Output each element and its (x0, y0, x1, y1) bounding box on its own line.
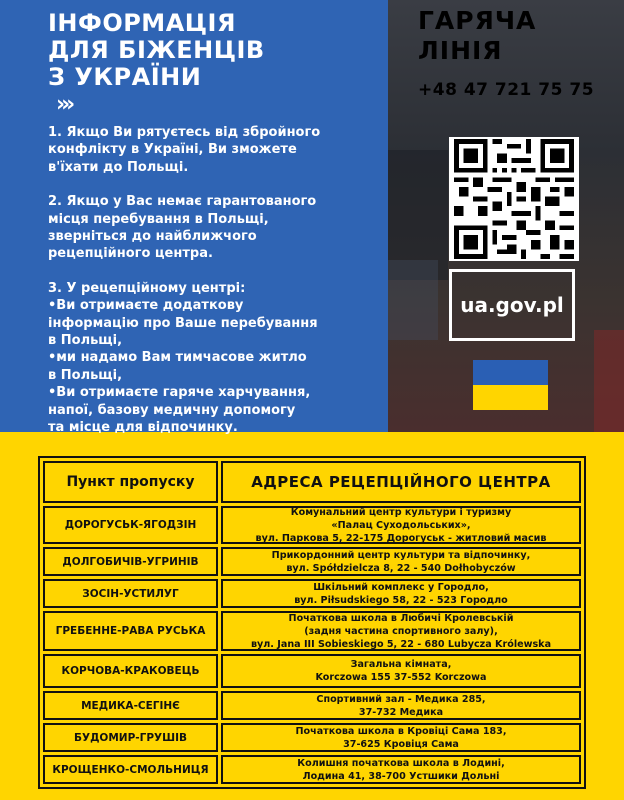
header-crossing-point: Пункт пропуску (43, 461, 218, 503)
refugee-info-text: 1. Якщо Ви рятуєтесь від збройного конфлікту в Україні, Ви зможете в'їхати до Польщі. 2. Якщо у Вас немає гарантованого місця перебування в Польщі, зверніться до найближчого рецепційного центра. 3. У рецепційному центрі: •Ви отримаєте додаткову інформацію про Ваше перебування в Польщі, •ми надамо Вам тимчасове житло в Польщі, •Ви отримаєте гаряче харчування, напої, базову медичну допомогу та місце для відпочинку. (48, 125, 321, 436)
website-link[interactable]: ua.gov.pl (449, 269, 575, 341)
reception-centers-table (38, 456, 586, 789)
table-row (43, 579, 581, 608)
address-line: «Палац Суходольських», (331, 519, 471, 531)
address-line: вул. Piłsudskiego 58, 22 - 523 Городло (294, 594, 508, 606)
table-row (43, 611, 581, 651)
crossing-point-cell: ДОРОГУСЬК-ЯГОДЗІН (43, 506, 218, 544)
crossing-point-cell: БУДОМИР-ГРУШІВ (43, 723, 218, 752)
address-cell (221, 506, 581, 544)
chevrons-right-icon: ››› (56, 92, 72, 117)
hotline-title: ГАРЯЧА ЛІНІЯ (418, 6, 537, 65)
address-line: Лодина 41, 38-700 Устшики Дольні (302, 770, 500, 782)
address-line: 37-625 Кровіця Сама (343, 738, 459, 750)
address-cell (221, 611, 581, 651)
table-row (43, 547, 581, 576)
crossing-point-cell: КРОЩЕНКО-СМОЛЬНИЦЯ (43, 755, 218, 784)
address-cell (221, 723, 581, 752)
address-cell (221, 579, 581, 608)
address-line: Початкова школа в Любичі Кролевській (288, 612, 514, 624)
header-reception-address: АДРЕСА РЕЦЕПЦІЙНОГО ЦЕНТРА (221, 461, 581, 503)
address-line: (задня частина спортивного залу), (304, 625, 498, 637)
table-header (43, 461, 581, 503)
address-line: Колишня початкова школа в Лодині, (297, 757, 505, 769)
hotline-phone[interactable]: +48 47 721 75 75 (418, 80, 595, 100)
table-row (43, 723, 581, 752)
address-line: Прикордонний центр культури та відпочинку, (271, 549, 531, 561)
address-line: Шкільний комплекс у Городло, (313, 581, 489, 593)
page-title (48, 10, 265, 118)
address-cell (221, 547, 581, 576)
address-cell (221, 691, 581, 720)
address-line: вул. Паркова 5, 22-175 Дорогуськ - житловий масив (255, 532, 547, 544)
title-line-3: З УКРАЇНИ ››› (48, 64, 265, 118)
address-line: Korczowa 155 37-552 Korczowa (315, 672, 487, 683)
crossing-point-cell: МЕДИКА-СЕГІНЄ (43, 691, 218, 720)
crossing-point-cell: ДОЛГОБИЧІВ-УГРИНІВ (43, 547, 218, 576)
crossing-point-cell: КОРЧОВА-КРАКОВЕЦЬ (43, 654, 218, 688)
title-line-2: ДЛЯ БІЖЕНЦІВ (48, 36, 265, 64)
address-line: вул. Jana III Sobieskiego 5, 22 - 680 Lubycza Królewska (250, 638, 552, 650)
crossing-point-cell: ЗОСІН-УСТИЛУГ (43, 579, 218, 608)
address-line: Комунальний центр культури і туризму (290, 506, 512, 518)
address-line: 37-732 Медика (358, 706, 444, 718)
address-cell (221, 654, 581, 688)
table-row (43, 506, 581, 544)
table-row (43, 755, 581, 784)
address-line: вул. Spółdzielcza 8, 22 - 540 Dołhobyczów (286, 562, 516, 574)
address-cell (221, 755, 581, 784)
table-row (43, 691, 581, 720)
address-line: Загальна кімната, (350, 659, 452, 670)
ukraine-flag-icon (473, 360, 548, 410)
crossing-point-cell: ГРЕБЕННЕ-РАВА РУСЬКА (43, 611, 218, 651)
address-line: Спортивний зал - Медика 285, (316, 693, 486, 705)
address-line: Початкова школа в Кровіці Сама 183, (295, 725, 507, 737)
title-line-1: ІНФОРМАЦІЯ (48, 9, 236, 37)
qr-code-icon[interactable] (449, 137, 579, 261)
table-row (43, 654, 581, 688)
info-panel (0, 0, 388, 436)
